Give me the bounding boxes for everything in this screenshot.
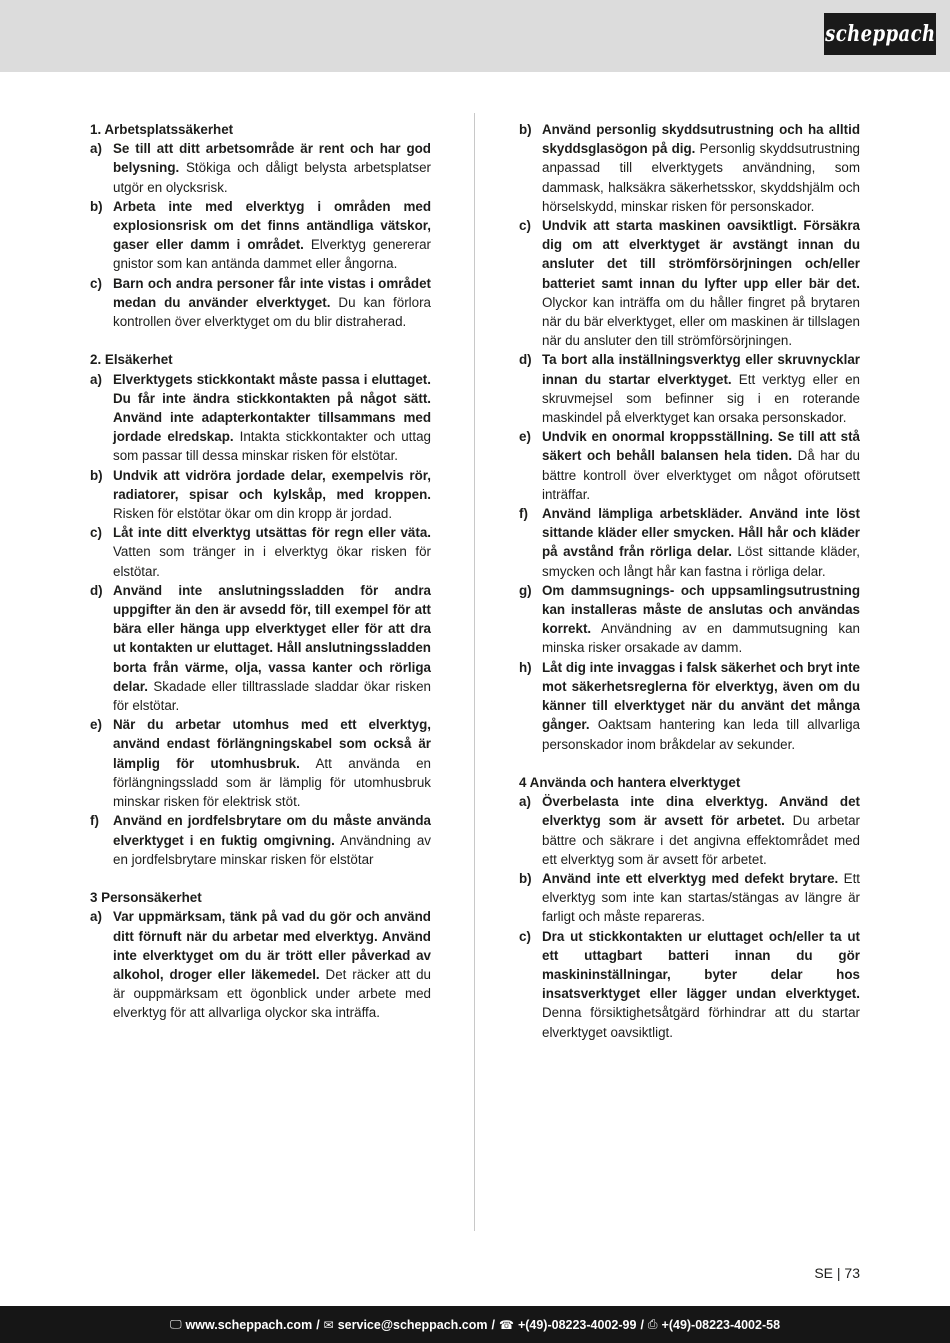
list-item <box>90 274 431 332</box>
list-item <box>519 504 860 581</box>
section <box>519 120 860 754</box>
phone-icon: ☎ <box>498 1317 514 1332</box>
list-item <box>519 120 860 216</box>
item-explanation: Denna försiktighetsåtgärd förhindrar att du startar elverktyget oavsiktligt. <box>542 1005 860 1040</box>
list-item <box>519 216 860 350</box>
item-letter: f) <box>90 813 99 829</box>
item-instruction: Elverktygets stickkontakt måste passa i eluttaget. Du får inte ändra stickkontakten på något sätt. Använd inte adapterkontakter tillsammans med jordade elredskap. <box>113 371 431 445</box>
item-letter: d) <box>90 582 103 598</box>
item-explanation: Ett verktyg eller en skruvmejsel som befinner sig i en roterande maskindel på elverktyget kan orsaka personskador. <box>542 371 860 426</box>
item-explanation: Det räcker att du är ouppmärksam ett ögonblick under arbete med elverktyg för att allvarliga olyckor ska inträffa. <box>113 966 431 1021</box>
left-column <box>90 120 431 1042</box>
item-explanation: Risken för elstötar ökar om din kropp är jordad. <box>113 506 393 522</box>
item-explanation: Användning av en jordfelsbrytare minskar risken för elstötar <box>113 832 431 867</box>
item-letter: a) <box>519 794 531 810</box>
item-instruction: Använd en jordfelsbrytare om du måste använda elverktyget i en fuktig omgivning. <box>113 813 431 848</box>
brand-logo: scheppach <box>824 13 936 55</box>
list-item <box>90 139 431 197</box>
item-explanation: Du arbetar bättre och säkrare i det angivna effektområdet med ett elverktyg som är avsett för arbetet. <box>542 813 860 867</box>
item-explanation: Löst sittande kläder, smycken och långt hår kan fastna i rörliga delar. <box>542 544 860 579</box>
email-icon: ✉ <box>323 1317 334 1332</box>
item-letter: g) <box>519 582 532 598</box>
item-instruction: Arbeta inte med elverktyg i områden med explosionsrisk om det finns antändliga vätskor, gaser eller damm i området. <box>113 198 431 253</box>
item-instruction: Var uppmärksam, tänk på vad du gör och använd ditt förnuft när du arbetar med elverktyg. Använd inte elverktyget om du är trött eller påverkad av alkohol, droger eller läkemedel. <box>113 909 431 982</box>
footer-web[interactable]: www.scheppach.com <box>185 1317 313 1332</box>
item-explanation: Personlig skyddsutrustning anpassad till elverktygets användning, som dammask, halksäkra säkerhetsskor, skyddshjälm och hörselskydd, minskar risken för personskador. <box>542 141 860 214</box>
item-letter: b) <box>90 198 103 214</box>
computer-icon: 🖵 <box>169 1317 182 1331</box>
item-letter: f) <box>519 506 528 522</box>
item-explanation: Intakta stickkontakter och uttag som passar till dessa minskar risken för elstötar. <box>113 429 431 464</box>
item-explanation: Olyckor kan inträffa om du håller fingret på brytaren när du bär elverktyget, eller om maskinen är tillslagen när du ansluter den till strömförsörjningen. <box>542 294 860 349</box>
header-bar <box>0 0 950 72</box>
list-item <box>519 869 860 927</box>
item-explanation: Oaktsam hantering kan leda till allvarliga personskador inom bråkdelar av sekunder. <box>542 717 860 752</box>
item-instruction: Undvik en onormal kroppsställning. Se till att stå säkert och behåll balansen hela tiden. <box>542 429 860 464</box>
item-instruction: Barn och andra personer får inte vistas i området medan du använder elverktyget. <box>113 275 431 310</box>
item-letter: c) <box>519 928 531 944</box>
footer-phone: +(49)-08223-4002-99 <box>517 1317 637 1332</box>
section <box>90 120 431 331</box>
list-item <box>519 427 860 504</box>
list-item <box>519 581 860 658</box>
item-instruction: Använd personlig skyddsutrustning och ha alltid skyddsglasögon på dig. <box>542 122 860 157</box>
list-item <box>90 523 431 581</box>
section-title: 4 Använda och hantera elverktyget <box>519 774 741 790</box>
item-instruction: Undvik att vidröra jordade delar, exempelvis rör, radiatorer, spisar och kylskåp, med kroppen. <box>113 467 431 502</box>
item-instruction: När du arbetar utomhus med ett elverktyg, använd endast förlängningskabel som också är lämplig för utomhusbruk. <box>113 717 431 771</box>
list-item <box>90 811 431 869</box>
item-explanation: Stökiga och dåligt belysta arbetsplatser utgör en olycksrisk. <box>113 160 431 195</box>
item-explanation: Elverktyg genererar gnistor som kan antända dammet eller ångorna. <box>113 237 431 272</box>
list-item <box>519 658 860 754</box>
list-item <box>519 792 860 869</box>
item-instruction: Ta bort alla inställningsverktyg eller skruvnycklar innan du startar elverktyget. <box>542 352 860 387</box>
section <box>519 773 860 1042</box>
section-title: 3 Personsäkerhet <box>90 890 202 906</box>
list-item <box>90 466 431 524</box>
footer-fax: +(49)-08223-4002-58 <box>661 1317 781 1332</box>
item-letter: c) <box>90 525 102 541</box>
list-item <box>519 350 860 427</box>
item-instruction: Låt inte ditt elverktyg utsättas för regn eller väta. <box>113 525 431 541</box>
list-item <box>90 907 431 1022</box>
right-column <box>519 120 860 1061</box>
item-instruction: Se till att ditt arbetsområde är rent och har god belysning. <box>113 141 431 176</box>
section <box>90 350 431 868</box>
item-instruction: Låt dig inte invaggas i falsk säkerhet och bryt inte mot säkerhetsreglerna för elverktyg, även om du känner till elverktyget när du använt det många gånger. <box>542 659 860 733</box>
item-letter: c) <box>90 275 102 291</box>
item-instruction: Använd lämpliga arbetskläder. Använd inte löst sittande kläder eller smycken. Håll hår och kläder på avstånd från rörliga delar. <box>542 506 860 560</box>
section-title: 2. Elsäkerhet <box>90 352 173 368</box>
item-letter: a) <box>90 141 102 157</box>
list-item <box>519 927 860 1042</box>
item-explanation: Användning av en dammutsugning kan minska risker orsakade av damm. <box>542 621 860 656</box>
item-instruction: Använd inte ett elverktyg med defekt brytare. <box>542 870 839 886</box>
item-instruction: Om dammsugnings- och uppsamlingsutrustning kan installeras måste de anslutas och användas korrekt. <box>542 582 860 637</box>
section <box>90 888 431 1022</box>
item-explanation: Du kan förlora kontrollen över elverktyget om du blir distraherad. <box>113 294 432 330</box>
footer-email[interactable]: service@scheppach.com <box>337 1317 488 1332</box>
item-letter: d) <box>519 352 532 368</box>
item-letter: b) <box>90 467 103 483</box>
item-letter: e) <box>90 717 102 733</box>
item-letter: b) <box>519 122 532 137</box>
page-number: SE | 73 <box>814 1265 860 1281</box>
item-letter: a) <box>90 371 102 387</box>
list-item <box>90 370 431 466</box>
item-explanation: Skadade eller tilltrasslade sladdar ökar risken för elstötar. <box>113 678 431 714</box>
item-letter: c) <box>519 218 531 234</box>
item-letter: e) <box>519 429 531 445</box>
item-letter: b) <box>519 870 532 886</box>
item-instruction: Överbelasta inte dina elverktyg. Använd det elverktyg som är avsett för arbetet. <box>542 794 860 829</box>
list-item <box>90 715 431 811</box>
item-instruction: Använd inte anslutningssladden för andra uppgifter än den är avsedd för, till exempel för att bära eller hänga upp elverktyget eller för att dra ut kontakten ur eluttaget. Håll anslutningssladden borta från värme, olja, vassa kanter och rörliga delar. <box>113 582 431 694</box>
item-explanation: Ett elverktyg som inte kan startas/stängas av längre är farligt och måste repareras. <box>542 870 861 925</box>
fax-icon: ⎙ <box>647 1317 658 1331</box>
item-explanation: Då har du bättre kontroll över elverktyget om något oförutsett inträffar. <box>542 448 860 502</box>
item-instruction: Undvik att starta maskinen oavsiktligt. Försäkra dig om att elverktyget är avstängt innan du ansluter det till strömförsörjningen och/eller batteriet samt innan du lyfter upp eller bär det. <box>542 218 860 291</box>
column-divider <box>474 113 475 1231</box>
item-letter: a) <box>90 909 102 925</box>
list-item <box>90 197 431 274</box>
footer-bar: 🖵 www.scheppach.com / ✉ service@scheppach.com / ☎ +(49)-08223-4002-99 / ⎙ +(49)-08223-4002-58 <box>0 1306 950 1343</box>
item-letter: h) <box>519 659 532 675</box>
list-item <box>90 581 431 715</box>
section-title: 1. Arbetsplatssäkerhet <box>90 122 234 137</box>
item-instruction: Dra ut stickkontakten ur eluttaget och/eller ta ut ett uttagbart batteri innan du gör maskininställningar, byter delar hos insatsverktyget eller lägger undan elverktyget. <box>542 928 860 1002</box>
item-explanation: Att använda en förlängningssladd som är lämplig för utomhusbruk minskar risken för elektrisk stöt. <box>113 755 431 810</box>
item-explanation: Vatten som tränger in i elverktyg ökar risken för elstötar. <box>113 544 431 579</box>
